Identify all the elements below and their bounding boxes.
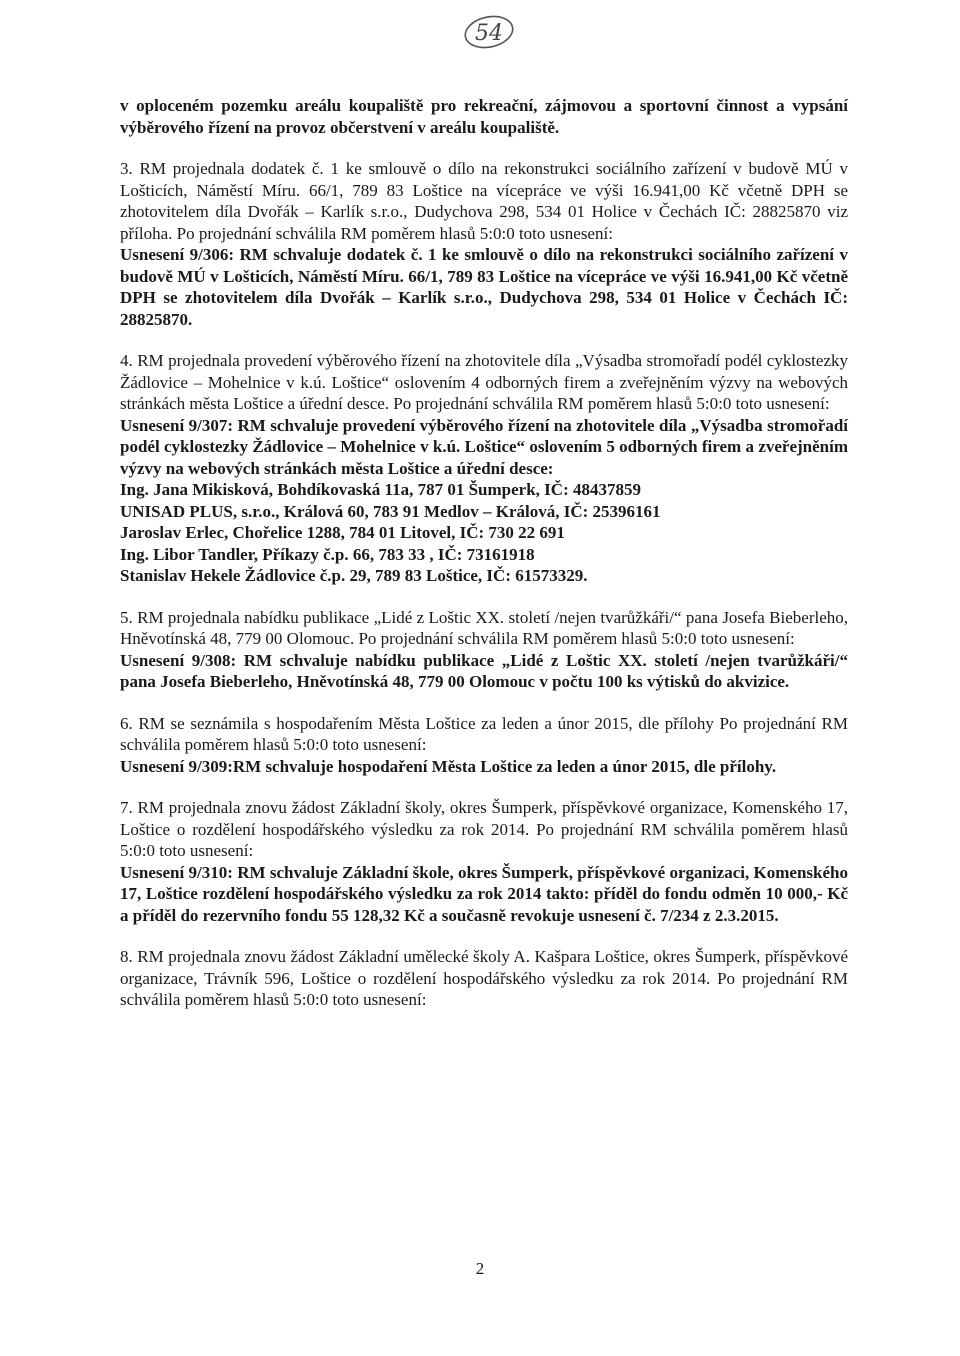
svg-text:54: 54: [475, 21, 503, 46]
intro-paragraph: v oploceném pozemku areálu koupaliště pro rekreační, zájmovou a sportovní činnost a vypsání výběrového řízení na provoz občerstvení v areálu koupaliště.: [120, 96, 848, 137]
item-body: 6. RM se seznámila s hospodařením Města Loštice za leden a únor 2015, dle přílohy Po projednání RM schválila poměrem hlasů 5:0:0 toto usnesení:: [120, 713, 848, 754]
resolution-text: Usnesení 9/309:RM schvaluje hospodaření Města Loštice za leden a únor 2015, dle přílohy.: [120, 756, 777, 776]
resolution-text: Usnesení 9/306: RM schvaluje dodatek č. 1 ke smlouvě o dílo na rekonstrukci sociálního zařízení v budově MÚ v Lošticích, Náměstí Míru. 66/1, 789 83 Loštice na vícepráce ve výši 16.941,00 Kč včetně DPH se zhotovitelem díla Dvořák – Karlík s.r.o., Dudychova 298, 534 01 Holice v Čechách IČ: 28825870.: [120, 245, 848, 329]
agenda-item-8: [120, 946, 848, 1011]
firm-list-item: Ing. Jana Mikisková, Bohdíkovaská 11a, 787 01 Šumperk, IČ: 48437859: [120, 480, 641, 499]
firm-list-item: UNISAD PLUS, s.r.o., Králová 60, 783 91 Medlov – Králová, IČ: 25396161: [120, 501, 661, 521]
firm-list-item: Stanislav Hekele Žádlovice č.p. 29, 789 83 Loštice, IČ: 61573329.: [120, 566, 588, 585]
item-body: 4. RM projednala provedení výběrového řízení na zhotovitele díla „Výsadba stromořadí podél cyklostezky Žádlovice – Mohelnice v k.ú. Loštice“ oslovením 4 odborných firem a zveřejněním výzvy na webových stránkách města Loštice a úřední desce. Po projednání schválila RM poměrem hlasů 5:0:0 toto usnesení:: [120, 351, 848, 413]
firm-list-item: Ing. Libor Tandler, Příkazy č.p. 66, 783 33 , IČ: 73161918: [120, 544, 535, 564]
item-body: 8. RM projednala znovu žádost Základní umělecké školy A. Kašpara Loštice, okres Šumperk, příspěvkové organizace, Trávník 596, Loštice o rozdělení hospodářského výsledku za rok 2014. Po projednání RM schválila poměrem hlasů 5:0:0 toto usnesení:: [120, 947, 848, 1009]
handwritten-page-stamp: [458, 10, 520, 52]
page-number: 2: [475, 1259, 485, 1278]
resolution-text: Usnesení 9/308: RM schvaluje nabídku publikace „Lidé z Loštic XX. století /nejen tvarůžkáři/“ pana Josefa Bieberleho, Hněvotínská 48, 779 00 Olomouc v počtu 100 ks výtisků do akvizice.: [120, 650, 848, 691]
item-body: 7. RM projednala znovu žádost Základní školy, okres Šumperk, příspěvkové organizace, Komenského 17, Loštice o rozdělení hospodářského výsledku za rok 2014. Po projednání RM schválila poměrem hlasů 5:0:0 toto usnesení:: [120, 798, 848, 860]
agenda-item-4: [120, 350, 848, 587]
resolution-text: Usnesení 9/310: RM schvaluje Základní škole, okres Šumperk, příspěvkové organizaci, Komenského 17, Loštice rozdělení hospodářského výsledku za rok 2014 takto: příděl do fondu odměn 10 000,- Kč a příděl do rezervního fondu 55 128,32 Kč a současně revokuje usnesení č. 7/234 z 2.3.2015.: [120, 862, 848, 925]
firm-list-item: Jaroslav Erlec, Chořelice 1288, 784 01 Litovel, IČ: 730 22 691: [120, 523, 565, 542]
document-body: [120, 95, 848, 1011]
resolution-text: Usnesení 9/307: RM schvaluje provedení výběrového řízení na zhotovitele díla „Výsadba stromořadí podél cyklostezky Žádlovice – Mohelnice v k.ú. Loštice“ oslovením 5 odborných firem a zveřejněním výzvy na webových stránkách města Loštice a úřední desce:: [120, 415, 848, 478]
agenda-item-5: [120, 607, 848, 693]
item-body: 5. RM projednala nabídku publikace „Lidé z Loštic XX. století /nejen tvarůžkáři/“ pana Josefa Bieberleho, Hněvotínská 48, 779 00 Olomouc. Po projednání schválila RM poměrem hlasů 5:0:0 toto usnesení:: [120, 607, 848, 648]
item-body: 3. RM projednala dodatek č. 1 ke smlouvě o dílo na rekonstrukci sociálního zařízení v budově MÚ v Lošticích, Náměstí Míru. 66/1, 789 83 Loštice na vícepráce ve výši 16.941,00 Kč včetně DPH se zhotovitelem díla Dvořák – Karlík s.r.o., Dudychova 298, 534 01 Holice v Čechách IČ: 28825870 viz příloha. Po projednání schválila RM poměrem hlasů 5:0:0 toto usnesení:: [120, 159, 848, 243]
agenda-item-6: [120, 713, 848, 778]
agenda-item-7: [120, 797, 848, 926]
agenda-item-3: [120, 158, 848, 330]
